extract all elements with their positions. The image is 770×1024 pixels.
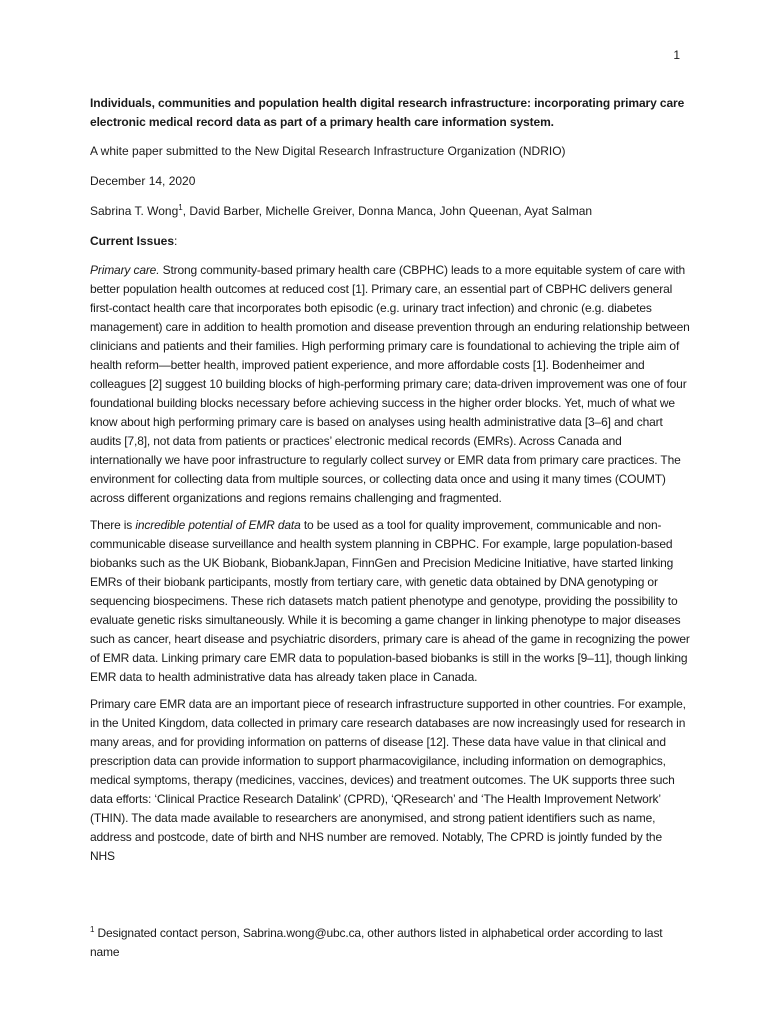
author-list	[90, 202, 690, 221]
footnote-marker: 1	[90, 925, 95, 934]
section-heading-text: Current Issues	[90, 234, 175, 248]
document-subtitle: A white paper submitted to the New Digital Research Infrastructure Organization (NDRIO)	[90, 144, 566, 158]
document-date: December 14, 2020	[90, 174, 196, 188]
footnote	[90, 924, 690, 962]
document-body	[90, 94, 690, 874]
other-authors: , David Barber, Michelle Greiver, Donna Manca, John Queenan, Ayat Salman	[182, 204, 593, 218]
section-heading-colon: :	[174, 234, 178, 248]
paragraph-emr-potential	[90, 516, 690, 687]
page-number: 1	[673, 48, 680, 62]
document-title: Individuals, communities and population health digital research infrastructure: incorporating primary care electronic medical record data as part of a primary health care information system.	[90, 96, 685, 129]
first-author: Sabrina T. Wong	[90, 204, 179, 218]
section-heading	[90, 232, 690, 251]
paragraph-primary-care-text: Strong community-based primary health care (CBPHC) leads to a more equitable system of care with better population health outcomes at reduced cost [1]. Primary care, an essential part of CBPHC delivers general first-contact health care that incorporates both episodic (e.g. urinary tract infection) and chronic (e.g. diabetes management) care in addition to health promotion and disease prevention through an enduring relationship between clinicians and patients and their families. High performing primary care is foundational to achieving the triple aim of health reform—better health, improved patient experience, and more affordable costs [1]. Bodenheimer and colleagues [2] suggest 10 building blocks of high-performing primary care; data-driven improvement was one of four foundational building blocks necessary before achieving success in the higher order blocks. Yet, much of what we know about high performing primary care is based on analyses using health administrative data [3–6] and chart audits [7,8], not data from patients or practices’ electronic medical records (EMRs). Across Canada and internationally we have poor infrastructure to regularly collect survey or EMR data from primary care practices. The environment for collecting data from multiple sources, or collecting data once and using it many times (COUMT) across different organizations and regions remains challenging and fragmented.	[90, 263, 690, 505]
paragraph-primary-care	[90, 261, 690, 508]
paragraph-emr-before: There is	[90, 518, 136, 532]
footnote-text: Designated contact person, Sabrina.wong@ubc.ca, other authors listed in alphabetical order according to last name	[90, 926, 663, 959]
paragraph-emr-emphasis: incredible potential of EMR data	[135, 518, 301, 532]
first-author-footnote-marker: 1	[178, 203, 183, 212]
paragraph-lead-italic: Primary care.	[90, 263, 160, 277]
paragraph-uk-emr: Primary care EMR data are an important piece of research infrastructure supported in other countries. For example, in the United Kingdom, data collected in primary care research databases are now increasingly used for research in many areas, and for providing information on patterns of disease [12]. These data have value in that clinical and prescription data can provide information to support pharmacovigilance, including information on demographics, medical symptoms, therapy (medicines, vaccines, devices) and treatment outcomes. The UK supports three such data efforts: ‘Clinical Practice Research Datalink’ (CPRD), ‘QResearch’ and ‘The Health Improvement Network’ (THIN). The data made available to researchers are anonymised, and strong patient identifiers such as name, address and postcode, date of birth and NHS number are removed. Notably, The CPRD is jointly funded by the NHS	[90, 697, 686, 863]
paragraph-emr-after: to be used as a tool for quality improvement, communicable and non-communicable disease surveillance and health system planning in CBPHC. For example, large population-based biobanks such as the UK Biobank, BiobankJapan, FinnGen and Precision Medicine Initiative, have started linking EMRs of their biobank participants, mostly from tertiary care, with genetic data obtained by DNA genotyping or sequencing biospecimens. These rich datasets match patient phenotype and genotype, providing the possibility to evaluate genetic risks simultaneously. While it is becoming a game changer in linking phenotype to major diseases such as cancer, heart disease and psychiatric disorders, primary care is ahead of the game in recognizing the power of EMR data. Linking primary care EMR data to population-based biobanks is still in the works [9–11], though linking EMR data to health administrative data has already taken place in Canada.	[90, 518, 690, 684]
